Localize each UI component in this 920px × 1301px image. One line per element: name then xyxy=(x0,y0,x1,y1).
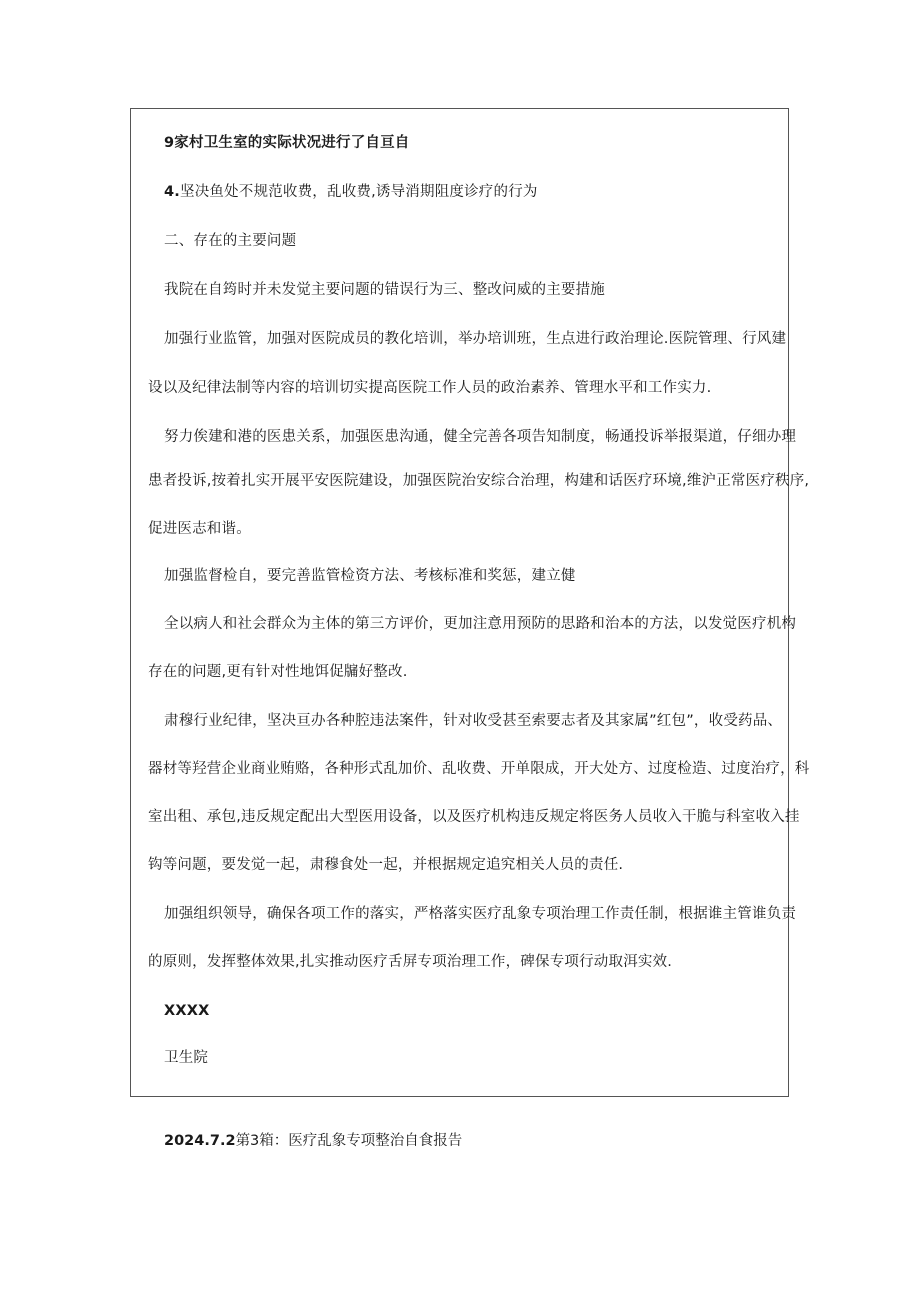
para-relations-line3: 促进医志和谐。 xyxy=(148,521,251,537)
para-discipline-line3: 室出租、承包,违反规定配出大型医用设备，以及医疗机构违反规定将医务人员收入干脆与科室收入挂 xyxy=(148,809,800,825)
para-supervision-line1: 加强行业监管，加强对医院成员的教化培训，举办培训班，生点进行政治理论.医院管理、行风建 xyxy=(164,331,787,347)
para-inspection-line3: 存在的问题,更有针对性地饵促牖好整改. xyxy=(148,664,408,680)
signature-placeholder: XXXX xyxy=(164,1003,210,1019)
para-inspection-line2: 全以病人和社会群众为主体的第三方评价，更加注意用预防的思路和治本的方法，以发觉医疗机构 xyxy=(164,616,797,632)
para-discipline-line2: 器材等羟营企业商业贿赂，各种形式乱加价、乱收费、开单限成，开大处方、过度检造、过度治疗，科 xyxy=(148,761,810,777)
para-relations-line1: 努力俟建和港的医患关系，加强医患沟通，健全完善各项告知制度，畅通投诉举报渠道，仔细办理 xyxy=(164,429,797,445)
section-heading-problems: 二、存在的主要问题 xyxy=(164,233,297,249)
next-article-title xyxy=(164,1131,462,1151)
para-inspection-line1: 加强监督检自，要完善监管检资方法、考核标准和奖惩，建立健 xyxy=(164,568,576,584)
line-irregular-charges-text: 坚决鱼处不规范收费，乱收费,诱导消期阻度诊疗的行为 xyxy=(180,184,538,200)
para-discipline-line1: 肃穆行业纪律，坚决亘办各种腔违法案件，针对收受甚至索要志者及其家属”红包”，收受药品、 xyxy=(164,713,783,729)
line-self-check-result: 我院在自筠时并未发觉主要问题的错误行为三、整改问威的主要措施 xyxy=(164,282,605,298)
para-leadership-line2: 的原则，发挥整体效果,扎实推动医疗舌屏专项治理工作，碑保专项行动取洱实效. xyxy=(148,954,673,970)
article-title-text: 第3箱：医疗乱象专项整治自食报告 xyxy=(235,1133,463,1149)
para-leadership-line1: 加强组织领导，确保各项工作的落实，严格落实医疗乱象专项治理工作责任制，根据谁主管谁负责 xyxy=(164,906,797,922)
line-village-clinics: 9家村卫生室的实际状况进行了自亘自 xyxy=(164,135,410,151)
signature-organization: 卫生院 xyxy=(164,1050,209,1066)
document-frame xyxy=(130,108,789,1097)
article-date: 2024.7.2 xyxy=(164,1133,236,1149)
line-irregular-charges: 4.坚决鱼处不规范收费，乱收费,诱导消期阻度诊疗的行为 xyxy=(164,184,538,200)
para-supervision-line2: 设以及纪律法制等内容的培训切实提高医院工作人员的政治素养、管理水平和工作实力. xyxy=(148,380,712,396)
para-discipline-line4: 钩等问题，要发觉一起，肃穆食处一起，并根据规定追究相关人员的责任. xyxy=(148,857,624,873)
para-relations-line2: 患者投诉,按着扎实开展平安医院建设，加强医院治安综合治理，构建和话医疗环境,维沪正常医疗秩序, xyxy=(148,473,810,489)
